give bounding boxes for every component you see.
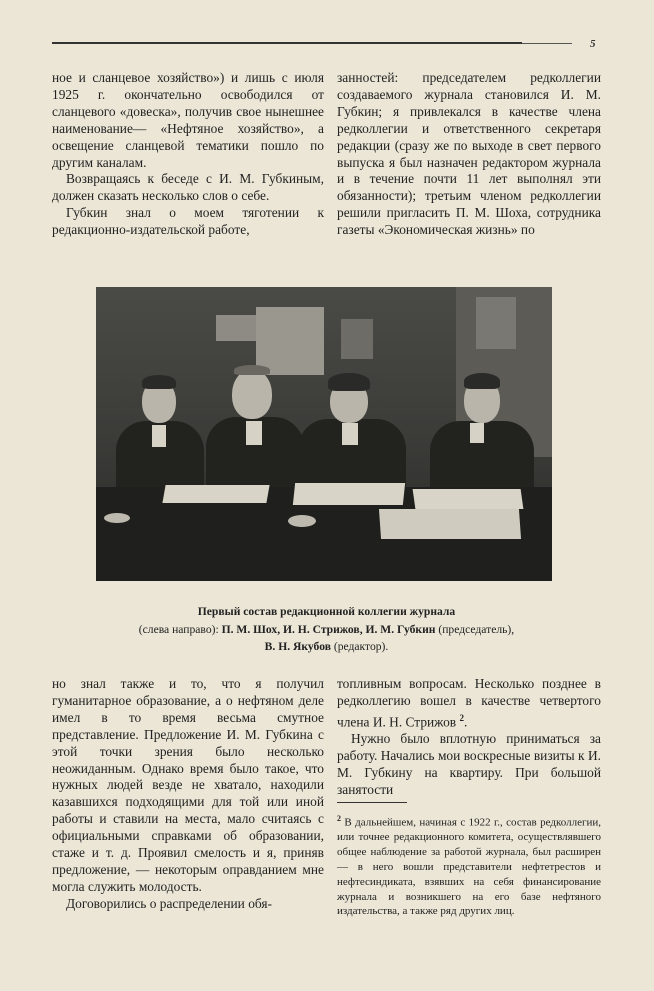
footnote-ref: 2 [459, 712, 464, 723]
header-rule-short [522, 43, 572, 44]
footnote [337, 812, 601, 919]
paragraph: Договорились о распределении обя- [66, 895, 272, 911]
paragraph-text: . [463, 714, 468, 730]
caption-text: (слева направо): [138, 622, 222, 636]
footnote-mark: 2 [337, 814, 341, 823]
paragraph: ное и сланцевое хозяйство») и лишь с июля 1925 г. окончательно освободился от сланцевого «довеска», получив свое нынешнее наименование— «Нефтяное хозяйство», а освещение сланцевой тематики пошло по другим каналам. [52, 70, 324, 170]
caption-text: (редактор). [330, 640, 389, 653]
text-column-bottom-right [337, 676, 601, 799]
inkwell [104, 513, 130, 523]
footnote-rule [337, 802, 407, 803]
inkwell [288, 515, 316, 527]
open-journal [162, 485, 269, 503]
paragraph: Губкин знал о моем тяготении к редакционно-издательской работе, [52, 205, 324, 238]
open-journal [379, 509, 521, 539]
header-rule [52, 42, 522, 44]
caption-names: В. Н. Якубов [264, 640, 331, 653]
page-number: 5 [590, 38, 596, 50]
window-pane [476, 297, 516, 349]
paragraph: Нужно было вплотную приниматься за работу. Начались мои воскресные визиты к И. М. Губкину на квартиру. При большой занятости [337, 731, 601, 797]
text-column-bottom-left [52, 676, 324, 913]
wall-notice [341, 319, 373, 359]
text-column-top-right [337, 70, 601, 239]
caption-text: (председатель), [435, 622, 515, 636]
open-journal [413, 489, 524, 509]
paragraph [337, 676, 601, 731]
editorial-board-photo [96, 287, 552, 581]
paragraph: Возвращаясь к беседе с И. М. Губкиным, должен сказать несколько слов о себе. [52, 171, 324, 204]
paragraph-text: топливным вопросам. Несколько позднее в редколлегию вошел в качестве четвертого члена И. Н. Стрижов [337, 676, 601, 730]
caption-names: П. М. Шох, И. Н. Стрижов, И. М. Губкин [221, 622, 436, 636]
open-journal [293, 483, 405, 505]
paragraph: занностей: председателем редколлегии создаваемого журнала становился И. М. Губкин; я привлекался в качестве члена редколлегии и ответственного секретаря редакции (сразу же по выходе в свет первого выпуска я был назначен редактором журнала и в течение почти 11 лет выполнял эти обязанности); третьим членом редколлегии решили пригласить П. М. Шоха, сотрудника газеты «Экономическая жизнь» по [337, 70, 601, 238]
photo-caption [52, 603, 601, 656]
paragraph: но знал также и то, что я получил гуманитарное образование, а о нефтяном деле имел в то время весьма смутное представление. Предложение И. М. Губкина с этой точки зрения было несколько неожиданным. Однако время было такое, что нужных людей везде не хватало, находили казавшихся подходящими для той или иной работы и ставили на места, мало считаясь с официальными справками об образовании, стаже и т. д. Проявил смелость и я, приняв предложение, — некоторым оправданием мне могла служить молодость. [52, 676, 324, 894]
footnote-text: В дальнейшем, начиная с 1922 г., состав редколлегии, или точнее редакционного комитета, осуществлявшего общее наблюдение за работой журнала, был расширен — в него вошли представители нефтетрестов и нефтесиндиката, взявших на себя финансирование журнала и возникшего на его базе нефтяного издательства, а также ряд других лиц. [337, 816, 601, 918]
person-4 [426, 373, 536, 503]
caption-title: Первый состав редакционной коллегии журнала [197, 605, 456, 618]
text-column-top-left [52, 70, 324, 239]
wall-notice [216, 315, 256, 341]
